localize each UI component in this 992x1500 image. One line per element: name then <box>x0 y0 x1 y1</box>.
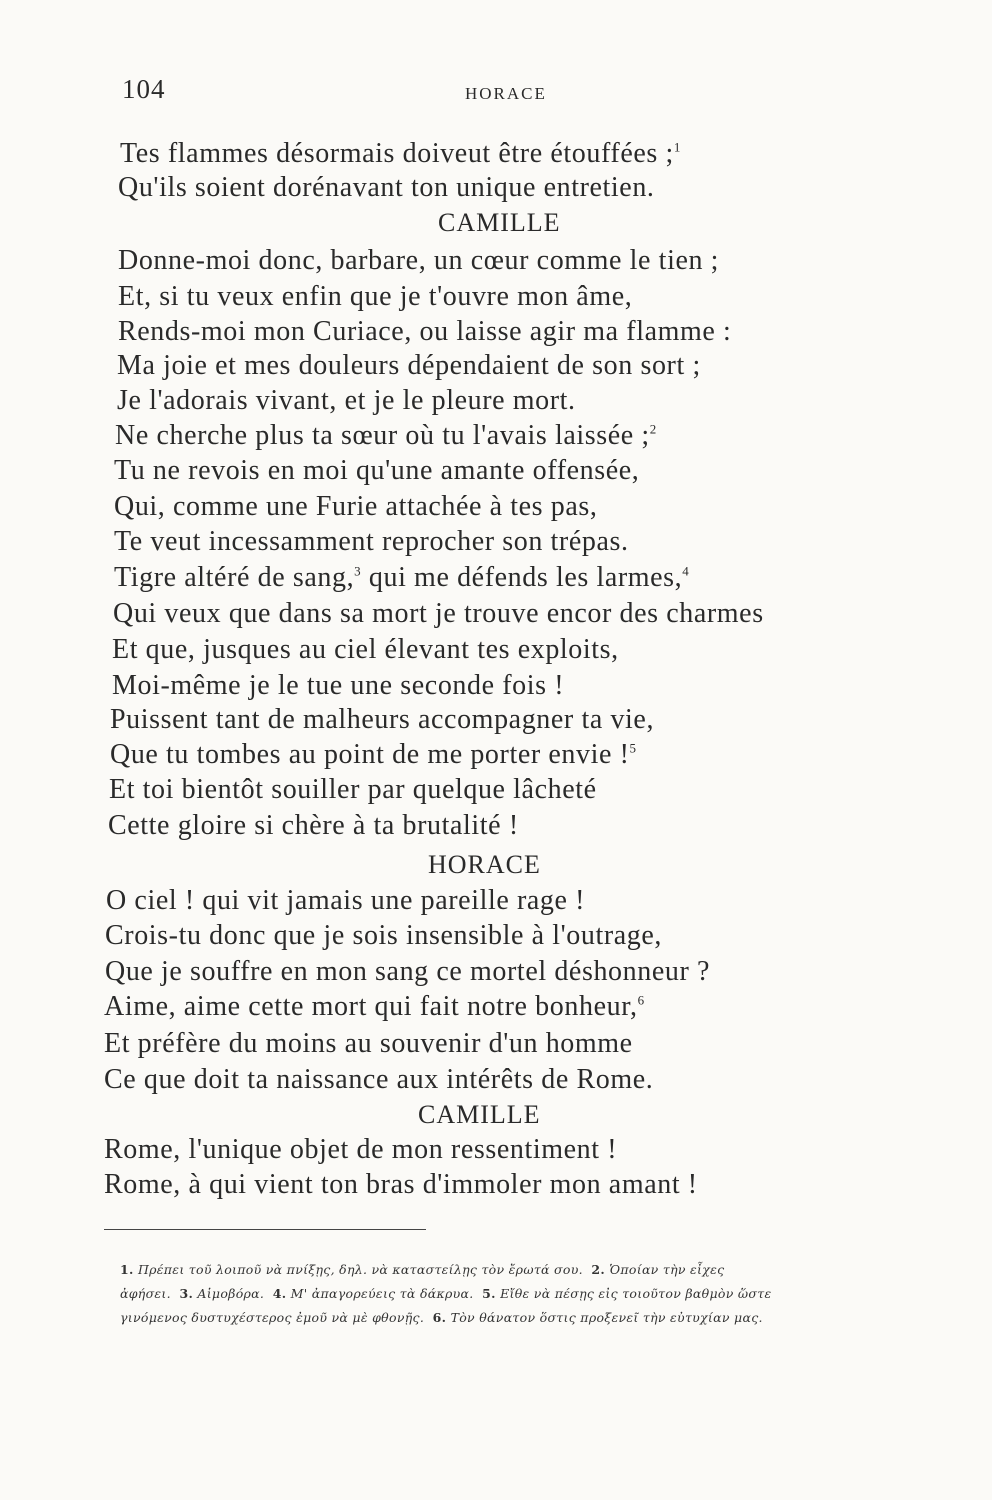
verse-line: Te veut incessamment reprocher son trépas. <box>114 526 629 557</box>
verse-line: Que je souffre en mon sang ce mortel déshonneur ? <box>105 956 711 987</box>
footnote-ref: 3 <box>354 563 362 579</box>
footnote-separator <box>104 1229 426 1230</box>
footnote-ref: 6 <box>637 992 645 1008</box>
verse-line: Que tu tombes au point de me porter envie !$^5$ <box>110 739 637 770</box>
verse-line: Et que, jusques au ciel élevant tes exploits, <box>112 634 619 665</box>
verse-line: Tigre altéré de sang,$^3$ qui me défends les larmes,$^4$ <box>114 562 690 593</box>
verse-line: Ma joie et mes douleurs dépendaient de son sort ; <box>117 350 701 381</box>
verse-line: Qui veux que dans sa mort je trouve encor des charmes <box>113 598 764 629</box>
verse-line: Rome, à qui vient ton bras d'immoler mon amant ! <box>104 1169 698 1200</box>
footnote-line: 1. Πρέπει τοῦ λοιποῦ νὰ πνίξῃς, δηλ. νὰ καταστείλῃς τὸν ἔρωτά σου. 2. Ὁποίαν τὴν εἶχες <box>120 1262 725 1277</box>
speaker-name: CAMILLE <box>438 208 561 237</box>
verse-line: Donne-moi donc, barbare, un cœur comme le tien ; <box>118 245 720 276</box>
verse-line: Et, si tu veux enfin que je t'ouvre mon âme, <box>118 281 633 312</box>
verse-line: Tes flammes désormais doiveut être étouffées ;$^1$ <box>120 138 681 169</box>
page-number: 104 <box>122 74 166 104</box>
footnote-ref: 4 <box>682 563 690 579</box>
verse-line: Ne cherche plus ta sœur où tu l'avais laissée ;$^2$ <box>115 420 657 451</box>
verse-line: O ciel ! qui vit jamais une pareille rage ! <box>106 885 586 916</box>
footnote-ref: 5 <box>629 740 637 756</box>
verse-line: Rends-moi mon Curiace, ou laisse agir ma flamme : <box>118 316 732 347</box>
verse-line: Aime, aime cette mort qui fait notre bonheur,$^6$ <box>104 991 645 1022</box>
verse-line: Qu'ils soient dorénavant ton unique entretien. <box>118 172 655 203</box>
verse-line: Tu ne revois en moi qu'une amante offensée, <box>114 455 640 486</box>
running-title: HORACE <box>465 84 547 103</box>
speaker-name: HORACE <box>428 850 541 879</box>
verse-line: Et toi bientôt souiller par quelque lâcheté <box>109 774 597 805</box>
verse-line: Et préfère du moins au souvenir d'un homme <box>104 1028 633 1059</box>
verse-line: Rome, l'unique objet de mon ressentiment ! <box>104 1134 618 1165</box>
verse-line: Moi-même je le tue une seconde fois ! <box>112 670 565 701</box>
speaker-name: CAMILLE <box>418 1100 541 1129</box>
verse-line: Je l'adorais vivant, et je le pleure mort. <box>117 385 576 416</box>
footnote-line: ἀφήσει. 3. Αἱμοβόρα. 4. Μ' ἀπαγορεύεις τὰ δάκρυα. 5. Εἴθε νὰ πέσῃς εἰς τοιοῦτον βαθμὸν ὥστε <box>120 1286 772 1301</box>
verse-line: Ce que doit ta naissance aux intérêts de Rome. <box>104 1064 654 1095</box>
verse-line: Crois-tu donc que je sois insensible à l'outrage, <box>105 920 663 951</box>
verse-line: Qui, comme une Furie attachée à tes pas, <box>114 491 598 522</box>
verse-line: Puissent tant de malheurs accompagner ta vie, <box>110 704 655 735</box>
verse-line: Cette gloire si chère à ta brutalité ! <box>108 810 519 841</box>
footnote-line: γινόμενος δυστυχέστερος ἐμοῦ νὰ μὲ φθονῇς. 6. Τὸν θάνατον ὅστις προξενεῖ τὴν εὐτυχίαν μας. <box>120 1310 763 1325</box>
footnote-ref: 2 <box>649 421 657 437</box>
footnote-ref: 1 <box>673 139 681 155</box>
